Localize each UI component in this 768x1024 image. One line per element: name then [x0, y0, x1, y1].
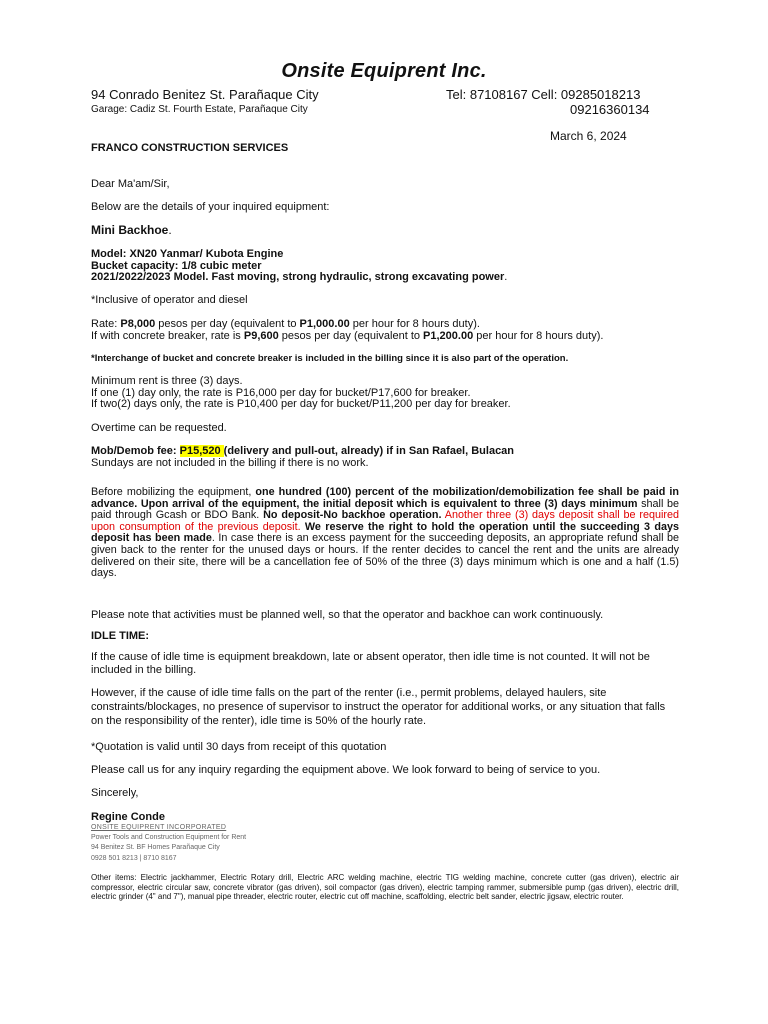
deposit-b2: No deposit-No backhoe operation.	[263, 509, 442, 522]
rate-l2-c: pesos per day (equivalent to	[278, 330, 424, 342]
plan-note: Please note that activities must be planned well, so that the operator and backhoe can work continuously.	[91, 609, 604, 621]
mob-rest: (delivery and pull-out, already) if in San Rafael, Bulacan	[223, 445, 515, 457]
contact-numbers: Tel: 87108167 Cell: 09285018213	[446, 87, 641, 102]
company-address: 94 Conrado Benitez St. Parañaque City	[91, 87, 319, 102]
idle-paragraph-2: However, if the cause of idle time falls on the part of the renter (i.e., permit problems, delayed haulers, site constraints/blockages, no presence of supervisor to instruct the operator for additional works, or any situation that falls on the responsibility of the renter), idle time is 50% of the hourly rate.	[91, 687, 666, 727]
rate-line-2	[91, 330, 679, 342]
inclusive-note: *Inclusive of operator and diesel	[91, 294, 248, 306]
recipient: FRANCO CONSTRUCTION SERVICES	[91, 142, 289, 154]
idle-time-title: IDLE TIME:	[91, 630, 150, 642]
equipment-name-text: Mini Backhoe	[91, 223, 169, 237]
rate-l2-b: P9,600	[243, 330, 279, 342]
deposit-paragraph	[91, 487, 679, 580]
deposit-b1: one hundred (100) percent of the mobilization/demobilization fee shall be paid in advance. Upon arrival of the equipment, the initial deposit which is equivalent to three (3) days minimum	[91, 486, 680, 510]
rate-l1-b: P8,000	[120, 318, 156, 330]
equipment-name	[91, 224, 679, 236]
rate-l1-c: pesos per day (equivalent to	[155, 318, 300, 330]
equipment-year-text: 2021/2022/2023 Model. Fast moving, strong hydraulic, strong excavating power	[91, 271, 505, 283]
intro-text: Below are the details of your inquired equipment:	[91, 201, 330, 213]
mob-demob-line	[91, 445, 679, 457]
call-note: Please call us for any inquiry regarding the equipment above. We look forward to being of service to you.	[91, 764, 601, 776]
signatory-name: Regine Conde	[91, 811, 165, 823]
validity-note: *Quotation is valid until 30 days from receipt of this quotation	[91, 741, 387, 753]
mob-label: Mob/Demob fee:	[91, 445, 180, 457]
rate-line-1	[91, 318, 679, 330]
rate-l1-e: per hour for 8 hours duty).	[349, 318, 480, 330]
minimum-line-3: If two(2) days only, the rate is P10,400 per day for bucket/P11,200 per day for breaker.	[91, 398, 511, 410]
garage-address: Garage: Cadiz St. Fourth Estate, Parañaque City	[91, 104, 308, 115]
equipment-name-period: .	[168, 223, 172, 237]
contact-number-2: 09216360134	[570, 102, 650, 117]
closing: Sincerely,	[91, 787, 139, 799]
deposit-r1: Another three (3) days deposit shall be required upon consumption of the previous deposit.	[91, 509, 680, 533]
signatory-line-2: 94 Benitez St. BF Homes Parañaque City	[91, 844, 220, 851]
letter-date: March 6, 2024	[550, 129, 627, 143]
sundays-note: Sundays are not included in the billing if there is no work.	[91, 457, 369, 469]
rate-l2-d: P1,200.00	[423, 330, 474, 342]
idle-paragraph-1: If the cause of idle time is equipment breakdown, late or absent operator, then idle time is not counted. It will not be included in the billing.	[91, 651, 650, 676]
mob-amount: P15,520	[179, 445, 224, 457]
signatory-company: ONSITE EQUIPRENT INCORPORATED	[91, 824, 227, 831]
signatory-line-1: Power Tools and Construction Equipment for Rent	[91, 834, 247, 841]
other-items: Other items: Electric jackhammer, Electric Rotary drill, Electric ARC welding machine, electric TIG welding machine, concrete cutter (gas driven), electric air compressor, electric circular saw, concrete vibrator (gas driven), soil compactor (gas driven), electric tamping rammer, submersible pump (gas driven), electric drill, electric grinder (4" and 7"), manual pipe threader, electric router, electric cut off machine, scaffolding, electric belt sander, electric jigsaw, electric router.	[91, 873, 679, 901]
signatory-line-3: 0928 501 8213 | 8710 8167	[91, 855, 177, 862]
equipment-bucket: Bucket capacity: 1/8 cubic meter	[91, 260, 262, 272]
deposit-t1: Before mobilizing the equipment,	[91, 486, 256, 498]
greeting: Dear Ma'am/Sir,	[91, 178, 170, 190]
deposit-t3: . In case there is an excess payment for the succeeding deposits, an appropriate refund shall be given back to the renter for the unused days or hours. If the renter decides to cancel the rent and the units are already delivered on their site, there will be a cancellation fee of 50% of the three (3) days minimum which is one and a half (1.5) days.	[91, 532, 679, 580]
company-title: Onsite Equiprent Inc.	[281, 60, 487, 82]
rate-l1-a: Rate:	[91, 318, 121, 330]
interchange-note: *Interchange of bucket and concrete breaker is included in the billing since it is also part of the operation.	[91, 353, 569, 364]
rate-l2-e: per hour for 8 hours duty).	[473, 330, 604, 342]
deposit-t2: shall be paid through Gcash or BDO Bank.	[91, 497, 679, 522]
minimum-line-1: Minimum rent is three (3) days.	[91, 375, 243, 387]
equipment-year	[91, 271, 679, 283]
rate-l2-a: If with concrete breaker, rate is	[91, 330, 244, 342]
equipment-model: Model: XN20 Yanmar/ Kubota Engine	[91, 248, 284, 260]
deposit-b3: We reserve the right to hold the operation until the succeeding 3 days deposit has been made	[91, 520, 680, 545]
equipment-year-end: .	[504, 271, 508, 283]
overtime-note: Overtime can be requested.	[91, 422, 227, 434]
rate-l1-d: P1,000.00	[299, 318, 350, 330]
minimum-line-2: If one (1) day only, the rate is P16,000 per day for bucket/P17,600 for breaker.	[91, 387, 471, 399]
